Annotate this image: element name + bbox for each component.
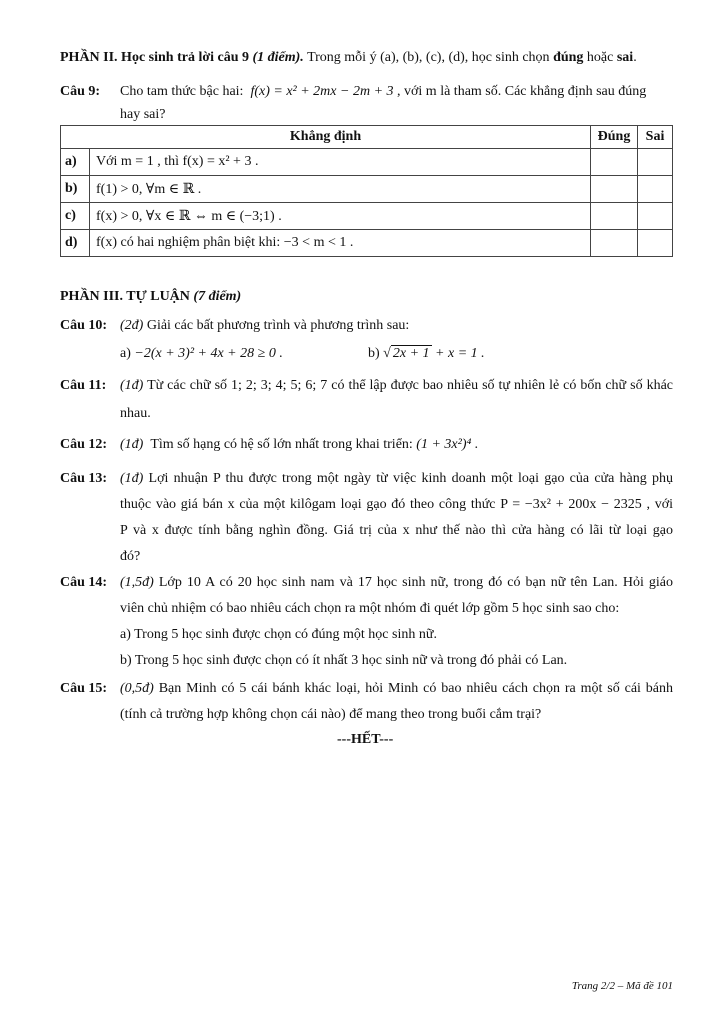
q13-points: (1đ) bbox=[120, 471, 144, 486]
q14-label: Câu 14: bbox=[60, 575, 108, 590]
row-key: b) bbox=[61, 176, 90, 203]
q15-line1 bbox=[120, 681, 673, 697]
q10-points: (2đ) bbox=[120, 318, 144, 333]
q14-line1 bbox=[120, 575, 673, 591]
row-statement: f(x) > 0, ∀x ∈ ℝ ⇔ m ∈ (−3;1) . bbox=[90, 203, 591, 230]
q12-points: (1đ) bbox=[120, 437, 144, 452]
q13-label: Câu 13: bbox=[60, 471, 108, 486]
false-word: sai bbox=[616, 50, 634, 65]
q10-line1 bbox=[120, 318, 409, 334]
q11-points: (1đ) bbox=[120, 378, 144, 393]
or-word: hoặc bbox=[586, 50, 614, 65]
q11-line1 bbox=[120, 378, 673, 394]
row-false-cell[interactable] bbox=[638, 230, 673, 257]
q10-a-label: a) bbox=[120, 346, 131, 361]
q12-expr: (1 + 3x²)⁴ . bbox=[416, 437, 479, 452]
q10-text: Giải các bất phương trình và phương trình sau: bbox=[146, 318, 410, 333]
q15-line2: (tính cả trường hợp không chọn cái nào) để mang theo trong buổi cắm trại? bbox=[120, 707, 542, 722]
part3-heading bbox=[60, 289, 241, 305]
q13-line3: P và x được tính bằng nghìn đồng. Giá trị của x như thế nào thì cửa hàng có lãi từ loại gạo bbox=[120, 523, 673, 538]
row-statement: Với m = 1 , thì f(x) = x² + 3 . bbox=[90, 149, 591, 176]
q10-label: Câu 10: bbox=[60, 318, 108, 333]
part3-title: PHẦN III. TỰ LUẬN bbox=[60, 289, 190, 304]
q9-line2: hay sai? bbox=[120, 107, 166, 122]
row-true-cell[interactable] bbox=[591, 176, 638, 203]
row-key: c) bbox=[61, 203, 90, 230]
header-statement: Khẳng định bbox=[61, 126, 591, 149]
page-footer: Trang 2/2 – Mã đề 101 bbox=[571, 980, 673, 992]
q14-points: (1,5đ) bbox=[120, 575, 154, 590]
row-false-cell[interactable] bbox=[638, 176, 673, 203]
q11-line2: nhau. bbox=[120, 406, 151, 421]
row-true-cell[interactable] bbox=[591, 230, 638, 257]
row-key: d) bbox=[61, 230, 90, 257]
part2-instruction: Trong mỗi ý (a), (b), (c), (d), học sinh chọn bbox=[307, 50, 550, 65]
table-row bbox=[61, 203, 673, 230]
q9-intro-end: , với m là tham số. Các khẳng định sau đúng bbox=[397, 84, 647, 99]
q15-text1: Bạn Minh có 5 cái bánh khác loại, hỏi Minh có bao nhiêu cách chọn ra một số cái bánh bbox=[158, 681, 673, 696]
q11-label: Câu 11: bbox=[60, 378, 107, 393]
row-true-cell[interactable] bbox=[591, 149, 638, 176]
sqrt-symbol: √ bbox=[383, 346, 391, 361]
q9-intro: Cho tam thức bậc hai: bbox=[120, 84, 244, 99]
q10-a-expr: −2(x + 3)² + 4x + 28 ≥ 0 . bbox=[134, 346, 283, 361]
q9-label: Câu 9: bbox=[60, 84, 101, 99]
row-key: a) bbox=[61, 149, 90, 176]
q14-text1: Lớp 10 A có 20 học sinh nam và 17 học sinh nữ, trong đó có bạn nữ tên Lan. Hỏi giáo bbox=[158, 575, 673, 590]
q14-line2: viên chủ nhiệm có bao nhiêu cách chọn ra một nhóm đi quét lớp gồm 5 học sinh sao cho: bbox=[120, 601, 620, 616]
part2-points: (1 điểm). bbox=[252, 50, 304, 65]
q9-formula: f(x) = x² + 2mx − 2m + 3 bbox=[250, 84, 394, 99]
end-mark: ---HẾT--- bbox=[337, 732, 394, 747]
q15-points: (0,5đ) bbox=[120, 681, 154, 696]
q14-part-a: a) Trong 5 học sinh được chọn có đúng một học sinh nữ. bbox=[120, 627, 437, 642]
header-false: Sai bbox=[638, 126, 673, 149]
table-row bbox=[61, 176, 673, 203]
q13-text1: Lợi nhuận P thu được trong một ngày từ việc kinh doanh một loại gạo của cửa hàng phụ bbox=[148, 471, 673, 486]
q12-text: Tìm số hạng có hệ số lớn nhất trong khai triển: bbox=[150, 437, 413, 452]
q13-line4: đó? bbox=[120, 549, 141, 564]
q11-text: Từ các chữ số 1; 2; 3; 4; 5; 6; 7 có thể lập được bao nhiêu số tự nhiên lẻ có bốn chữ số khác bbox=[147, 378, 673, 393]
part3-points: (7 điểm) bbox=[193, 289, 242, 304]
statement-table bbox=[60, 125, 673, 257]
q13-line2: thuộc vào giá bán x của một kilôgam loại gạo đó theo công thức P = −3x² + 200x − 2325 , với bbox=[120, 497, 673, 512]
true-word: đúng bbox=[553, 50, 584, 65]
q10-part-b bbox=[368, 346, 485, 362]
q13-line1 bbox=[120, 471, 673, 487]
q14-part-b: b) Trong 5 học sinh được chọn có ít nhất 3 học sinh nữ và trong đó phải có Lan. bbox=[120, 653, 568, 668]
q10-b-label: b) bbox=[368, 346, 380, 361]
header-true: Đúng bbox=[591, 126, 638, 149]
table-header-row bbox=[61, 126, 673, 149]
q10-b-rest: + x = 1 . bbox=[435, 346, 485, 361]
row-statement: f(x) có hai nghiệm phân biệt khi: −3 < m < 1 . bbox=[90, 230, 591, 257]
q10-b-radicand: 2x + 1 bbox=[392, 346, 430, 361]
row-true-cell[interactable] bbox=[591, 203, 638, 230]
row-false-cell[interactable] bbox=[638, 149, 673, 176]
q12-line1 bbox=[120, 437, 478, 453]
q15-label: Câu 15: bbox=[60, 681, 108, 696]
q9-line1 bbox=[120, 84, 646, 100]
table-row bbox=[61, 149, 673, 176]
q10-part-a bbox=[120, 346, 283, 362]
part2-period: . bbox=[633, 50, 637, 65]
row-false-cell[interactable] bbox=[638, 203, 673, 230]
q12-label: Câu 12: bbox=[60, 437, 108, 452]
row-statement: f(1) > 0, ∀m ∈ ℝ . bbox=[90, 176, 591, 203]
part2-heading bbox=[60, 50, 637, 66]
table-row bbox=[61, 230, 673, 257]
part2-title: PHẦN II. Học sinh trả lời câu 9 bbox=[60, 50, 249, 65]
